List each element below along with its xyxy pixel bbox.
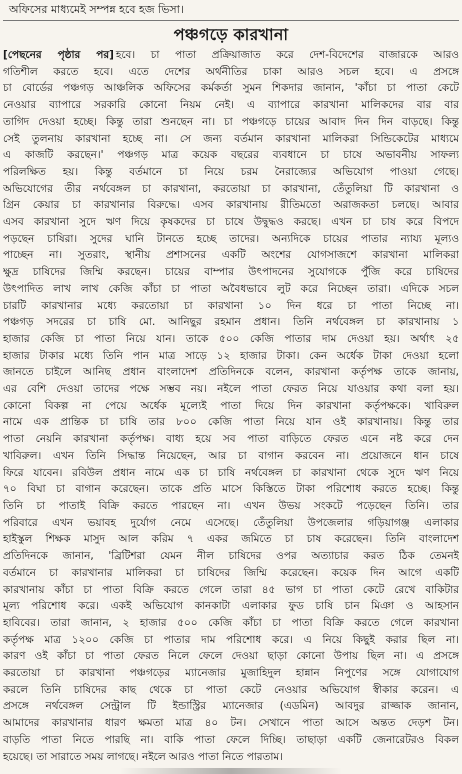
article-line: গতিশীল করতে হবে। এতে দেশের অর্থনীতির চাকা আরও সচল হবে। এ প্রসঙ্গে xyxy=(3,65,459,78)
article-line: কোনো বিকল্প না পেয়ে অর্ধেক মূল্যেই পাতা দিয়ে দিন কারখানা কর্তৃপক্ষকে। খাবিরুল xyxy=(3,399,459,412)
article-line: ক্ষুদ্র চাষিদের জিম্মি করছেন। চায়ের বাম্পার উৎপাদনের সুযোগকে পুঁজি করে চাষিদের xyxy=(3,266,459,279)
previous-article-tail: অফিসের মাধ্যমেই সম্পন্ন হবে হজ ভিসা। xyxy=(9,3,184,16)
article-line: মূল্য পরিশোধ করে। একই অভিযোগ কানকাটা এলাকার ফুড চাষি চান মিঞা ও আহসান xyxy=(3,600,459,613)
bottom-shadow xyxy=(120,768,342,774)
article-line: এর বেশি দেওয়া তাদের পক্ষে সম্ভব নয়। নইলে পাতা ফেরত নিয়ে যাওয়ার কথা বলা হয়। xyxy=(3,383,459,396)
article-line: পরিলক্ষিত হয়। কিন্তু বর্তমানে চা নিয়ে চরম নৈরাজ্যের অভিযোগ পাওয়া গেছে। xyxy=(3,165,459,178)
continued-label: [পেছনের পৃষ্ঠার পর] xyxy=(3,49,114,61)
article-line: প্রসঙ্গে নর্থবেঙ্গল সেন্ট্রাল টি ইন্ডাস্ট্রির ম্যানেজার (এডমিন) আবদুর রাজ্জাক জানান, xyxy=(3,700,459,713)
article-line: পঞ্চগড় সদরের চা চাষি মো. আনিছুর রহমান প্রধান। তিনি নর্থবেঙ্গল চা কারখানায় ১ xyxy=(3,316,459,329)
article-line: নামে এক প্রান্তিক চা চাষি তার ৮০০ কেজি পাতা নিয়ে যান ওই কারখানায়। কিন্তু তার xyxy=(3,416,459,429)
article-line: পড়ছেন চাষিরা। সুদের ঘানি টানতে হচ্ছে তাদের। অন্যদিকে চায়ের পাতার ন্যায্য মূল্যও xyxy=(3,232,459,245)
article-line: করতোয়া চা কারখানা পঞ্চগড়ের ম্যানেজার মুজাহিদুল হান্নান নিপুণের সঙ্গে যোগাযোগ xyxy=(3,667,459,680)
article-line: কারখানায় কাঁচা চা পাতা বিক্রি করতে গেলে তারা ৪৫ ভাগ চা পাতা কেটে রেখে বাকিটার xyxy=(3,583,459,596)
article-line: কারণ ওই কাঁচা চা পাতা ফেরত নিলে ফেলে দেওয়া ছাড়া কোনো উপায় ছিল না। এ প্রসঙ্গে xyxy=(3,650,459,663)
article-line: বর্তমানে চা কারখানার মালিকরা চা চাষিদের জিম্মি করেছেন। কয়েক দিন আগে একটি xyxy=(3,566,459,579)
article-line: হয়েছে। তা সারাতে সময় লাগছে। নইলে আরও পাতা নিতে পারতাম। xyxy=(3,750,283,763)
article-line: এ কাজটি করছেন।' পঞ্চগড় মাত্র কয়েক বছরের ব্যবধানে চা চাষে অভাবনীয় সাফল্য xyxy=(3,149,459,162)
article-line: গ্রিন কেয়ার চা কারখানার বিরুদ্ধে। এসব কারখানায় রীতিমতো অরাজকতা চলছে। আবার xyxy=(3,199,459,212)
article-line: ৭০ বিঘা চা বাগান করেছেন। তাকে প্রতি মাসে কিস্তিতে টাকা পরিশোধ করতে হচ্ছে। কিন্তু xyxy=(3,483,459,496)
article-line: পাচ্ছেন না। সুতরাং, স্থানীয় প্রশাসনের একটি অংশের যোগসাজশে কারখানা মালিকরা xyxy=(3,249,459,262)
article-line: এসব কারখানা সুদে ঋণ দিয়ে কৃষকদের চা চাষে উদ্বুদ্ধও করছে। এখন চা চাষ করে বিপদে xyxy=(3,216,459,229)
article-line: ফিরে যাবেন। রবিউল প্রধান নামে এক চা চাষি নর্থবেঙ্গল চা কারখানা থেকে সুদে ঋণ নিয়ে xyxy=(3,466,459,479)
article-line: হাজার টাকার মধ্যে তিনি পান মাত্র সাড়ে ১২ হাজার টাকা। কেন অর্ধেক টাকা দেওয়া হলো xyxy=(3,349,459,362)
article-line: তাগিদ দেওয়া হচ্ছে। কিন্তু তারা শুনছেন না। চা পঞ্চগড়ে চায়ের আবাদ দিন দিন বাড়ছে। কিন্তু xyxy=(3,115,459,128)
divider xyxy=(3,20,459,21)
article-headline: পঞ্চগড়ে কারখানা xyxy=(173,25,289,44)
article-line: নেওয়ার ব্যাপারে সরকারি কোনো নিয়ম নেই। এ ব্যাপারে কারখানা মালিকদের বার বার xyxy=(3,99,459,112)
article-line xyxy=(3,47,459,64)
article-line: চা বোর্ডের পঞ্চগড় আঞ্চলিক অফিসের কর্মকর্তা সুমন শিকদার জানান, 'কাঁচা চা পাতা কেটে xyxy=(3,82,459,95)
article-line: খাবিরুল। এখন তিনি সিদ্ধান্ত নিয়েছেন, আর চা বাগান করবেন না। প্রয়োজনে ধান চাষে xyxy=(3,449,459,462)
article-line: সেই তুলনায় কারখানা হচ্ছে না। সে জন্য বর্তমান কারখানা মালিকরা সিন্ডিকেটের মাধ্যমে xyxy=(3,132,459,145)
article-line: অভিযোগের তীর নর্থবেঙ্গল চা কারখানা, করতোয়া চা কারখানা, তেঁতুলিয়া টি কারখানা ও xyxy=(3,182,459,195)
article-line: আমাদের কারখানার ধারণ ক্ষমতা মাত্র ৪০ টন। সেখানে পাতা আসে অন্তত দেড়শ টন। xyxy=(3,717,459,730)
article-line: বাড়তি পাতা নিতে পারছি না। বাকি পাতা ফেলে দিচ্ছি। তাছাড়া একটি জেনারেটরও বিকল xyxy=(3,733,459,746)
article-line: কর্তৃপক্ষ মাত্র ১২০০ কেজি চা পাতার দাম পরিশোধ করে। এ নিয়ে কিছুই করার ছিল না। xyxy=(3,633,459,646)
article-line: পাতা নেয়নি কারখানা কর্তৃপক্ষ। বাধ্য হয়ে সব পাতা বাড়িতে ফেরত এনে নষ্ট করে দেন xyxy=(3,433,459,446)
article-line: চারটি কারখানার মধ্যে করতোয়া চা কারখানা ১০ দিন ধরে চা পাতা নিচ্ছে না। xyxy=(3,299,459,312)
article-line: হাইস্কুল শিক্ষক মাসুদ আল করিম ৭ একর জমিতে চা চাষ করেছেন। তিনি বাংলাদেশ xyxy=(3,533,459,546)
article-line-text: হবে। চা পাতা প্রক্রিয়াজাত করে দেশ-বিদেশের বাজারকে আরও xyxy=(115,49,459,61)
article-line: হাজার কেজি চা পাতা নিয়ে যান। তাকে ৫০০ কেজি পাতার দাম দেওয়া হয়। অর্থাৎ ২৫ xyxy=(3,332,459,345)
article-body xyxy=(3,47,459,765)
article-line: প্রতিদিনকে জানান, 'ব্রিটিশরা যেমন নীল চাষিদের ওপর অত্যাচার করত ঠিক তেমনই xyxy=(3,550,459,563)
article-line: করলে তিনি চাষিদের কাছ থেকে চা পাতা কেটে নেওয়ার অভিযোগ স্বীকার করেন। এ xyxy=(3,683,459,696)
article-line: উৎপাদিত লাখ লাখ কেজি কাঁচা চা পাতা অবৈধভাবে লুট করে নিচ্ছেন তারা। এদিকে সচল xyxy=(3,282,459,295)
article-line: জানতে চাইলে আনিছ প্রধান বাংলাদেশ প্রতিদিনকে বলেন, কারখানা কর্তৃপক্ষ তাকে জানায়, xyxy=(3,366,459,379)
article-line: পরিবারে এখন ভয়াবহ দুর্যোগ নেমে এসেছে। তেঁতুলিয়া উপজেলার গড়িয়াগঞ্জ এলাকার xyxy=(3,516,459,529)
article-line: হাবিবের। তারা জানান, ২ হাজার ৫০০ কেজি কাঁচা চা পাতা বিক্রি করতে গেলে কারখানা xyxy=(3,616,459,629)
article-line: তিনি চা পাতাই বিক্রি করতে পারছেন না। এখন উভয় সংকটে পড়েছেন তিনি। তার xyxy=(3,499,459,512)
